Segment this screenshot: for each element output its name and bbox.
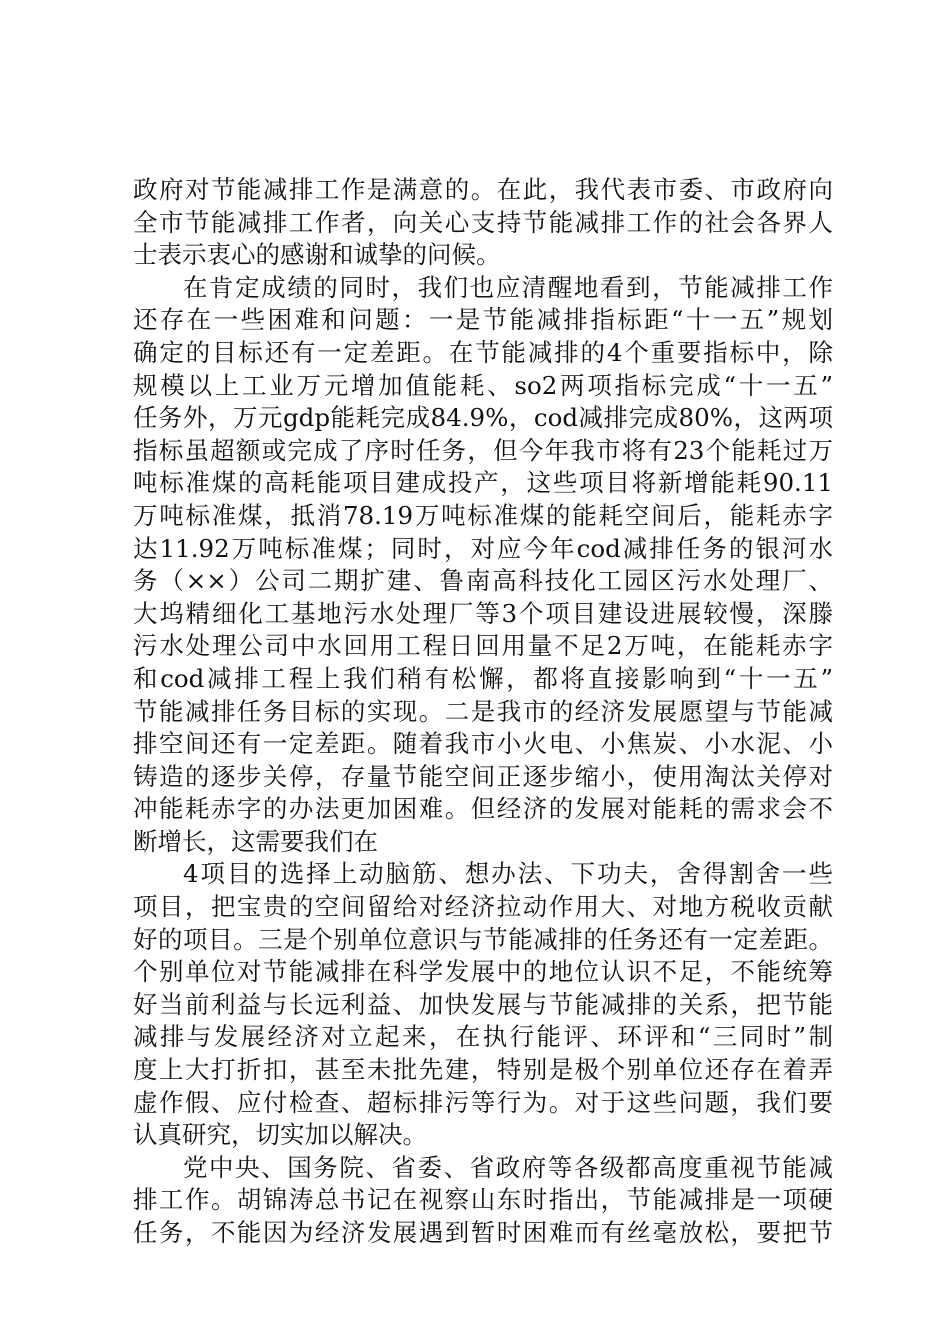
text-line: 指标虽超额或完成了序时任务，但今年我市将有23个能耗过万	[133, 435, 833, 465]
text-line: 污水处理公司中水回用工程日回用量不足2万吨，在能耗赤字	[133, 631, 833, 661]
text-line: 达11.92万吨标准煤；同时，对应今年cod减排任务的银河水	[133, 533, 833, 563]
text-line: 认真研究，切实加以解决。	[133, 1120, 427, 1150]
text-line: 全市节能减排工作者，向关心支持节能减排工作的社会各界人	[133, 207, 833, 237]
text-line: 规模以上工业万元增加值能耗、so2两项指标完成“十一五”	[133, 370, 833, 400]
text-line: 4项目的选择上动脑筋、想办法、下功夫，舍得割舍一些	[183, 859, 833, 889]
text-line: 吨标准煤的高耗能项目建成投产，这些项目将新增能耗90.11	[133, 468, 833, 498]
text-line: 排空间还有一定差距。随着我市小火电、小焦炭、小水泥、小	[133, 729, 833, 759]
text-line: 个别单位对节能减排在科学发展中的地位认识不足，不能统筹	[133, 957, 833, 987]
text-line: 还存在一些困难和问题：一是节能减排指标距“十一五”规划	[133, 305, 833, 335]
text-line: 减排与发展经济对立起来，在执行能评、环评和“三同时”制	[133, 1022, 833, 1052]
text-line: 项目，把宝贵的空间留给对经济拉动作用大、对地方税收贡献	[133, 892, 833, 922]
text-line: 节能减排任务目标的实现。二是我市的经济发展愿望与节能减	[133, 696, 833, 726]
text-line: 政府对节能减排工作是满意的。在此，我代表市委、市政府向	[133, 175, 833, 204]
text-line: 度上大打折扣，甚至未批先建，特别是极个别单位还存在着弄	[133, 1055, 833, 1085]
text-line: 断增长，这需要我们在	[133, 826, 378, 856]
text-line: 冲能耗赤字的办法更加困难。但经济的发展对能耗的需求会不	[133, 794, 833, 824]
text-line: 虚作假、应付检查、超标排污等行为。对于这些问题，我们要	[133, 1087, 833, 1117]
text-line: 务（××）公司二期扩建、鲁南高科技化工园区污水处理厂、	[133, 566, 833, 596]
text-line: 排工作。胡锦涛总书记在视察山东时指出，节能减排是一项硬	[133, 1185, 833, 1215]
text-line: 士表示衷心的感谢和诚挚的问候。	[133, 240, 501, 270]
text-line: 党中央、国务院、省委、省政府等各级都高度重视节能减	[183, 1152, 833, 1182]
text-line: 万吨标准煤，抵消78.19万吨标准煤的能耗空间后，能耗赤字	[133, 500, 833, 530]
text-line: 好当前利益与长远利益、加快发展与节能减排的关系，把节能	[133, 989, 833, 1019]
body-text	[133, 174, 833, 1250]
text-line: 任务外，万元gdp能耗完成84.9%，cod减排完成80%，这两项	[133, 403, 833, 433]
text-line: 和cod减排工程上我们稍有松懈，都将直接影响到“十一五”	[133, 663, 833, 693]
text-line: 大坞精细化工基地污水处理厂等3个项目建设进展较慢，深滕	[133, 598, 833, 628]
text-line: 好的项目。三是个别单位意识与节能减排的任务还有一定差距。	[133, 924, 833, 954]
text-line: 任务，不能因为经济发展遇到暂时困难而有丝毫放松，要把节	[133, 1218, 833, 1247]
text-line: 确定的目标还有一定差距。在节能减排的4个重要指标中，除	[133, 337, 833, 367]
text-line: 在肯定成绩的同时，我们也应清醒地看到，节能减排工作	[183, 272, 833, 302]
text-line: 铸造的逐步关停，存量节能空间正逐步缩小，使用淘汰关停对	[133, 761, 833, 791]
